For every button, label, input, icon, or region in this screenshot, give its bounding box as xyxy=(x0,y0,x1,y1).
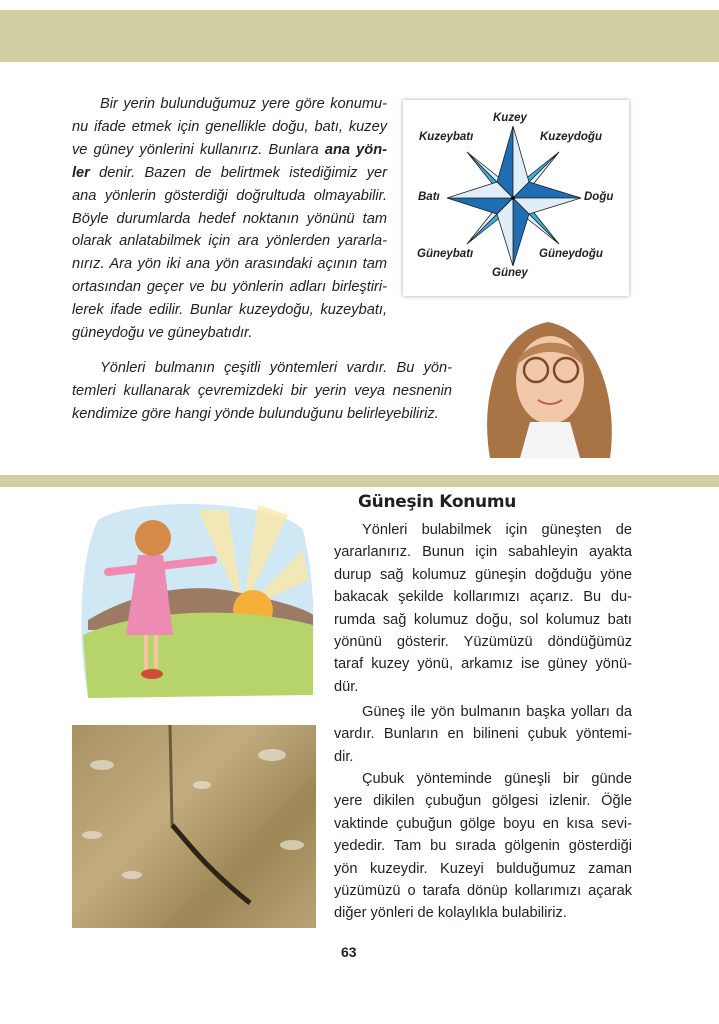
text-line: Böyle durumlarda hedef noktanın yönünü tam xyxy=(72,210,387,227)
text-line: durup sağ kolumuz güneşin doğduğu yöne xyxy=(334,566,632,583)
text-line: ortasından geçer ve bu yönlerin adları birleştiri- xyxy=(72,279,387,296)
methods-paragraph xyxy=(72,357,452,426)
page-number: 63 xyxy=(341,944,357,960)
text-line: vaktinde çubuğun gölge boyu en kısa sevi- xyxy=(334,815,632,832)
text-line: bakacak şekilde kollarımızı açarız. Bu du- xyxy=(334,589,632,606)
text-line: Yönleri bulmanın çeşitli yöntemleri vardır. Bu yön- xyxy=(100,360,452,376)
text-line: yön kuzeydir. Kuzeyi bulduğumuz zaman xyxy=(334,860,632,877)
compass-label-east: Doğu xyxy=(584,191,614,203)
text-line: olarak anlatabilmek için ara yönlerden yararla- xyxy=(72,233,387,250)
text-line: Yönleri bulabilmek için güneşten de xyxy=(362,522,632,538)
text-line: nırız. Ara yön iki ana yön arasındaki açının tam xyxy=(72,256,387,273)
text-line: yededir. Tam bu sırada gölgenin gösterdiği xyxy=(334,838,632,855)
intro-paragraph xyxy=(72,93,387,345)
text-line: Bir yerin bulunduğumuz yere göre konumu- xyxy=(100,96,387,112)
girl-with-glasses-photo xyxy=(470,312,628,458)
text-line: ve güney yönlerini kullanırız. Bunlara ana yön- xyxy=(72,141,387,158)
girl-facing-sunrise-illustration xyxy=(78,500,316,700)
text-line: ana yönlerin gösterdiği doğrultuda olmayabilir. xyxy=(72,187,387,204)
section-heading: Güneşin Konumu xyxy=(358,492,517,512)
compass-label-northwest: Kuzeybatı xyxy=(419,131,474,143)
text-line: yüzümüzü o tarafa dönüp kollarımızı açarak xyxy=(334,883,632,900)
sun-paragraph-2 xyxy=(334,701,632,768)
text-line: güneydoğu ve güneybatıdır. xyxy=(72,325,253,342)
text-line: rumda sağ kolumuz doğu, sol kolumuz batı xyxy=(334,611,632,628)
sun-paragraph-1 xyxy=(334,519,632,698)
compass-label-northeast: Kuzeydoğu xyxy=(540,131,602,143)
compass-label-north: Kuzey xyxy=(493,112,527,124)
top-header-band xyxy=(0,10,719,62)
text-line: yararlanırız. Bunun için sabahleyin ayakta xyxy=(334,544,632,561)
text-line: Çubuk yönteminde güneşli bir günde xyxy=(362,771,632,787)
compass-label-southeast: Güneydoğu xyxy=(539,248,603,260)
text-line: yönünü gösterir. Yüzümüzü döndüğümüz xyxy=(334,634,632,651)
text-line: yere dikilen çubuğun gölgesi izlenir. Öğle xyxy=(334,793,632,810)
section-divider-band xyxy=(0,475,719,487)
text-line: dür. xyxy=(334,678,359,695)
text-line: Güneş ile yön bulmanın başka yolları da xyxy=(362,704,632,720)
text-line: lerek ifade edilir. Bunlar kuzeydoğu, kuzeybatı, xyxy=(72,302,387,319)
text-line: nu ifade etmek için genellikle doğu, batı, kuzey xyxy=(72,118,387,135)
text-line: taraf kuzey yönü, arkamız ise güney yönü- xyxy=(334,656,632,673)
text-line: ler denir. Bazen de belirtmek istediğimiz yer xyxy=(72,164,387,181)
text-line: dir. xyxy=(334,748,354,765)
compass-label-west: Batı xyxy=(418,191,440,203)
compass-label-south: Güney xyxy=(492,267,528,279)
text-line: kendimize göre hangi yönde bulunduğunu belirleyebiliriz. xyxy=(72,405,439,422)
compass-label-southwest: Güneybatı xyxy=(417,248,474,260)
sun-paragraph-3 xyxy=(334,768,632,925)
text-line: temleri kullanarak çevremizdeki bir yerin veya nesnenin xyxy=(72,382,452,399)
compass-rose-figure xyxy=(403,100,629,296)
text-line: diğer yönleri de kolaylıkla bulabiliriz. xyxy=(334,905,567,922)
stick-shadow-photo xyxy=(72,725,316,928)
text-line: vardır. Bunların en bilineni çubuk yöntemi- xyxy=(334,726,632,743)
